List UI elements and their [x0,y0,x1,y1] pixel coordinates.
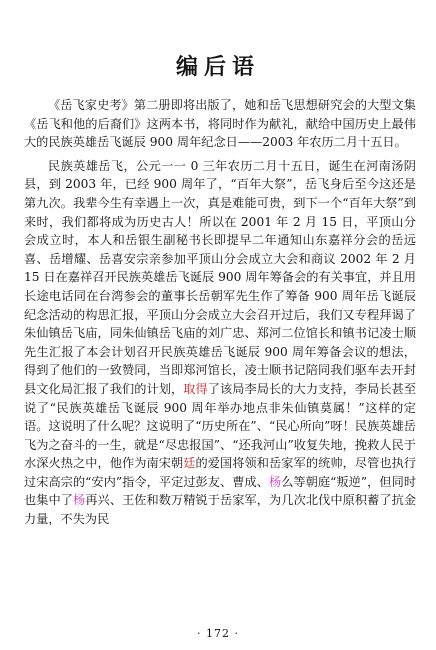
highlighted-char-red: 廷 [183,456,196,471]
document-body [24,96,416,534]
paragraph-2 [24,157,416,529]
highlighted-char-red: 取得 [183,381,208,396]
paragraph-2-text-b: 了该局李局长的大力支持，李局长甚至说了“民族英雄岳飞诞辰 900 周年举办地点非朱仙镇莫属！”这样的定语。这说明了什么呢？这说明了“历史所在”、“民心所向”呀！民族英雄岳飞为之奋斗的一生，就是“尽忠报国”、“还我河山”收复失地，挽救人民于水深火热之中，他作为南宋朝 [24,381,417,471]
page-title: 编后语 [175,54,260,80]
paragraph-2-text-d: 么等朝庭“叛逆”，但同时也集中了 [24,474,417,508]
paragraph-1: 《岳飞家史考》第二册即将出版了，她和岳飞思想研究会的大型文集《岳飞和他的后裔们》这两本书，将同时作为献礼，献给中国历史上最伟大的民族英雄岳飞诞辰 900 周年纪念日——2003 年农历二月十五日。 [24,98,416,150]
paragraph-2-text-e: 再兴、王佐和数万精锐于岳家军，为几次北伐中原积蓄了抗金力量，不失为民 [24,493,417,527]
highlighted-char-pink: 杨 [268,474,282,489]
paragraph-2-text-c: 的爱国将领和岳家军的统帅，尽管也执行过宋高宗的“安内”指令，平定过彭友、曹成、 [24,456,417,489]
highlighted-char-pink: 杨 [73,493,86,508]
page-number: · 172 · [197,627,239,640]
paragraph-2-text-a: 民族英雄岳飞，公元一一 0 三年农历二月十五日，诞生在河南汤阴县，到 2003 年，已经 900 周年了，“百年大祭”，岳飞身后至今这还是第九次。我辈今生有幸遇上一次，真是难能可贵，到下一个“百年大祭”到来时，我们都将成为历史古人！所以在 2001 年 2 月 15 日，平顶山分会成立时，本人和岳银生副秘书长即提早二年通知山东嘉祥分会的岳远喜、岳增耀、岳喜安宗亲参加平顶山分会成立大会和商议 2002 年 2 月 15 日在嘉祥召开民族英雄岳飞诞辰 900 周年筹备会的有关事宜，并且用长途电话同在台湾参会的董事长岳朝军先生作了筹备 900 周年岳飞诞辰纪念活动的构思汇报，平顶山分会成立大会召开过后，我们又专程拜谒了朱仙镇岳飞庙，同朱仙镇岳飞庙的刘广忠、郑河二位馆长和镇书记凌士顺先生汇报了本会计划召开民族英雄岳飞诞辰 900 周年筹备会议的想法，得到了他们的一致赞同，当即郑河馆长，凌士顺书记陪同我们驱车去开封县文化局汇报了我们的计划， [24,158,416,396]
